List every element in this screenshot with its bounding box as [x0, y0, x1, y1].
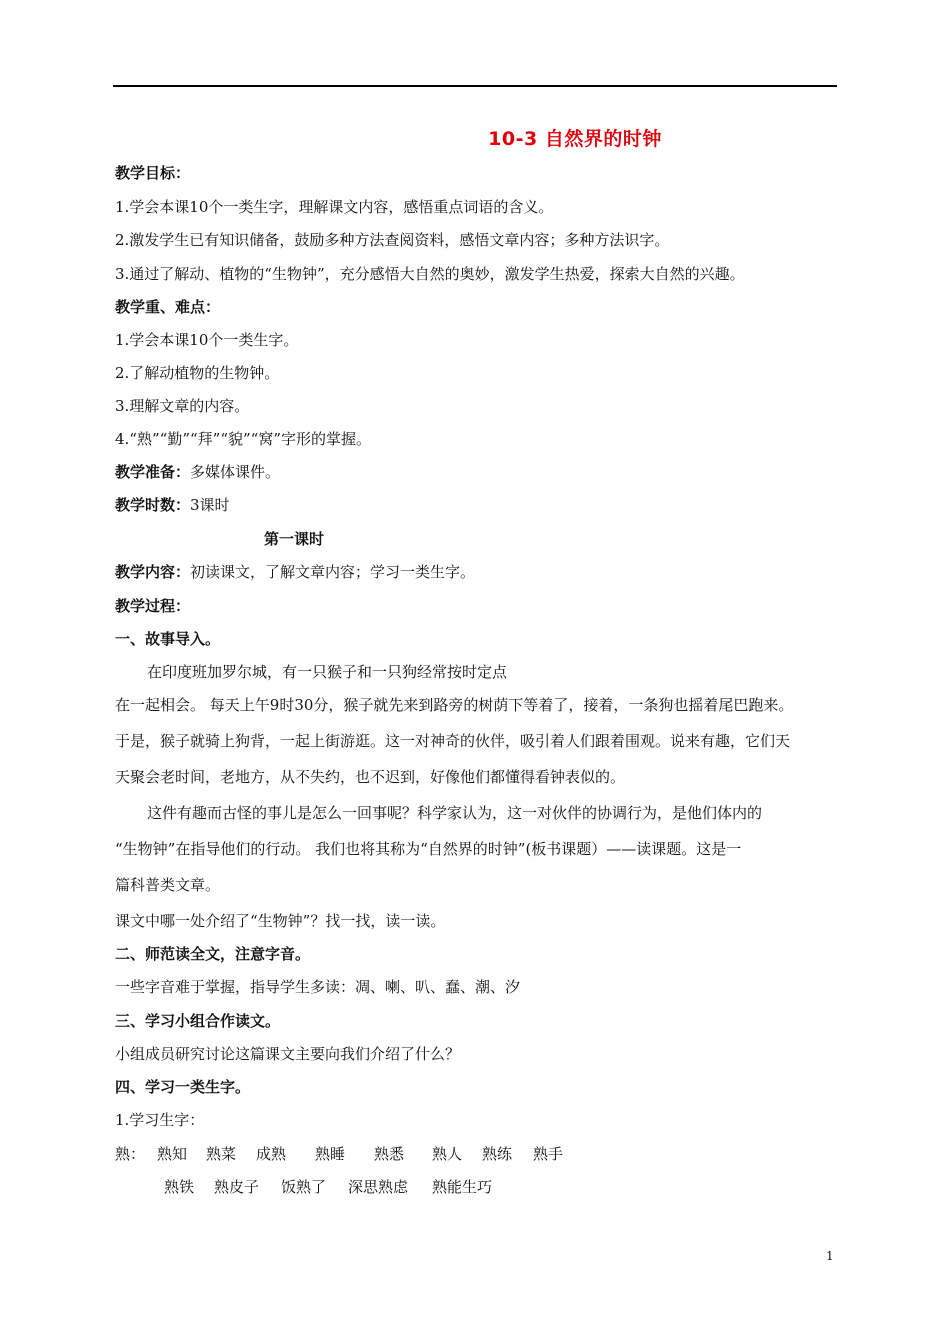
keypoint-4: 4.“熟”“勤”“拜”“貌”“窝”字形的掌握。: [115, 430, 371, 448]
prep-label: 教学准备：: [115, 463, 191, 481]
content-line: [115, 562, 475, 582]
story-line-8: 课文中哪一处介绍了“生物钟”？找一找，读一读。: [115, 912, 446, 930]
objective-3: 3.通过了解动、植物的“生物钟”，充分感悟大自然的奥妙，激发学生热爱，探索大自然的兴趣。: [115, 265, 745, 283]
word: 熟铁: [164, 1178, 195, 1196]
word: 深思熟虑: [348, 1178, 409, 1196]
story-line-4: 天聚会老时间，老地方，从不失约，也不迟到，好像他们都懂得看钟表似的。: [115, 768, 626, 786]
section2-text: 一些字音难于掌握，指导学生多读：凋、喇、叭、蠢、潮、汐: [115, 978, 521, 996]
keypoints-heading: 教学重、难点：: [115, 298, 221, 316]
page-number: 1: [826, 1249, 834, 1263]
word: 熟练: [482, 1145, 513, 1163]
objective-2: 2.激发学生已有知识储备，鼓励多种方法查阅资料，感悟文章内容；多种方法识字。: [115, 231, 670, 249]
section4-sub: 1.学习生字：: [115, 1111, 205, 1129]
hours-value: 3课时: [190, 496, 230, 514]
story-line-2: 在一起相会。 每天上午9时30分，猴子就先来到路旁的树荫下等着了，接着，一条狗也摇着尾巴跑来。: [115, 696, 794, 714]
word: 熟皮子: [214, 1178, 260, 1196]
hours-line: [115, 495, 230, 515]
keypoint-3: 3.理解文章的内容。: [115, 397, 250, 415]
section4-heading: 四、学习一类生字。: [115, 1078, 251, 1096]
header-rule: [113, 85, 837, 87]
keypoint-2: 2.了解动植物的生物钟。: [115, 364, 280, 382]
story-line-5: 这件有趣而古怪的事儿是怎么一回事呢？科学家认为，这一对伙伴的协调行为，是他们体内的: [147, 804, 763, 822]
word: 熟能生巧: [432, 1178, 493, 1196]
word: 熟知: [157, 1145, 188, 1163]
content-label: 教学内容：: [115, 563, 191, 581]
story-line-7: 篇科普类文章。: [115, 876, 221, 894]
word: 成熟: [256, 1145, 287, 1163]
lesson-title: 第一课时: [264, 530, 325, 548]
word: 熟人: [432, 1145, 463, 1163]
story-line-6: “生物钟”在指导他们的行动。 我们也将其称为“自然界的时钟”(板书课题）——读课题。这是一: [115, 840, 742, 858]
word: 熟睡: [315, 1145, 346, 1163]
word: 饭熟了: [281, 1178, 327, 1196]
story-line-1: 在印度班加罗尔城，有一只猴子和一只狗经常按时定点: [147, 663, 508, 681]
section1-heading: 一、故事导入。: [115, 630, 221, 648]
word: 熟菜: [206, 1145, 237, 1163]
story-line-3: 于是，猴子就骑上狗背，一起上街游逛。这一对神奇的伙伴，吸引着人们跟着围观。说来有趣，它们天: [115, 732, 791, 750]
keypoint-1: 1.学会本课10个一类生字。: [115, 331, 299, 349]
word: 熟手: [533, 1145, 564, 1163]
word: 熟悉: [374, 1145, 405, 1163]
objective-1: 1.学会本课10个一类生字，理解课文内容，感悟重点词语的含义。: [115, 198, 554, 216]
prep-value: 多媒体课件。: [190, 463, 281, 481]
objectives-heading: 教学目标：: [115, 164, 191, 182]
document-title: 10-3 自然界的时钟: [488, 128, 662, 150]
process-heading: 教学过程：: [115, 597, 191, 615]
word-row-1: [115, 1144, 564, 1164]
content-value: 初读课文，了解文章内容；学习一类生字。: [190, 563, 476, 581]
char-label: 熟：: [115, 1145, 146, 1163]
section2-heading: 二、师范读全文，注意字音。: [115, 945, 311, 963]
hours-label: 教学时数：: [115, 496, 191, 514]
section3-heading: 三、学习小组合作读文。: [115, 1012, 281, 1030]
section3-text: 小组成员研究讨论这篇课文主要向我们介绍了什么？: [115, 1045, 461, 1063]
prep-line: [115, 462, 280, 482]
